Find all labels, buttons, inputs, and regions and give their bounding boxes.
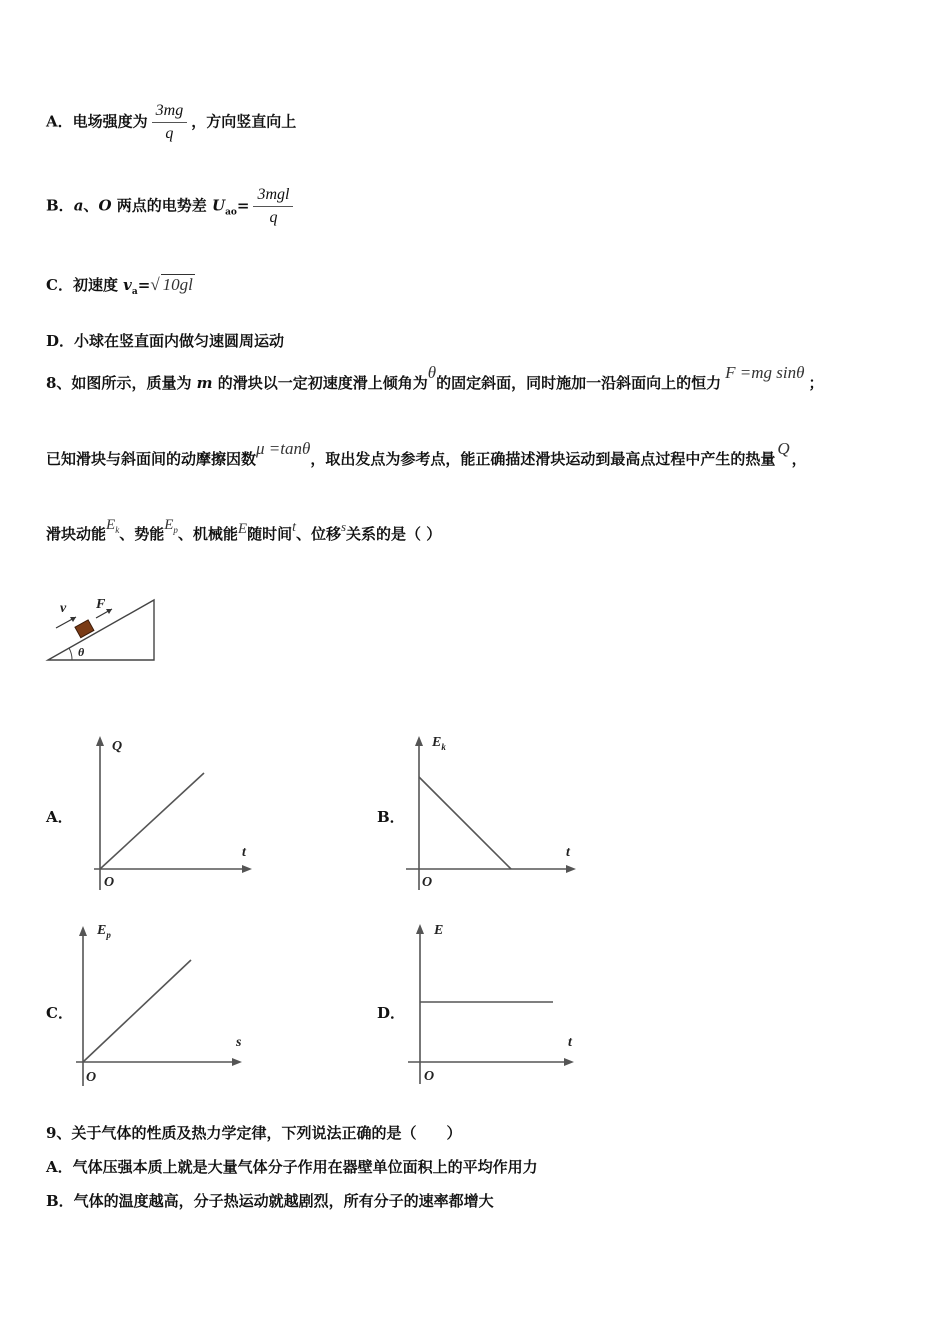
graph-b	[400, 730, 585, 895]
q9-option-b: B．气体的温度越高，分子热运动就越剧烈，所有分子的速率都增大	[46, 1192, 494, 1210]
q8-stem-line-1: 8、如图所示，质量为 m 的滑块以一定初速度滑上倾角为θ的固定斜面，同时施加一沿斜面向上的恒力F =mg sinθ；	[46, 363, 824, 392]
q7-option-a: A．电场强度为 $\frac{3mg}{q}$ ，方向竖直向上	[46, 102, 297, 142]
q8-option-c-label: C．	[46, 1004, 73, 1022]
x-arrow	[242, 865, 252, 873]
sqrt-expression: √ 10gl	[150, 275, 193, 294]
y-label: $E_p$	[97, 923, 111, 940]
q8-option-b-label: B．	[377, 808, 405, 826]
graph-c	[66, 918, 256, 1090]
label-theta: θ	[78, 645, 85, 659]
y-label: Q	[112, 739, 123, 754]
x-arrow	[564, 1058, 574, 1066]
graph-line	[83, 960, 191, 1062]
x-arrow	[566, 865, 576, 873]
q9-stem: 9、关于气体的性质及热力学定律，下列说法正确的是（ ）	[46, 1124, 462, 1142]
graph-line	[100, 773, 204, 869]
graph-d	[400, 918, 585, 1090]
fraction-3mgl-over-q: $\frac{\text{3mgl}}{q}$	[253, 186, 293, 227]
x-label: t	[242, 845, 246, 860]
label-v: v	[60, 601, 67, 616]
origin-label: O	[422, 875, 433, 890]
incline-figure	[44, 590, 160, 664]
q8-stem-line-3: 滑块动能$E_k$、势能$E_p$、机械能E随时间t、位移s关系的是（ ）	[46, 517, 442, 543]
y-arrow	[416, 924, 424, 934]
label-F: F	[96, 597, 106, 612]
q9-option-a: A．气体压强本质上就是大量气体分子作用在器壁单位面积上的平均作用力	[46, 1158, 538, 1176]
x-label: s	[236, 1035, 242, 1050]
origin-label: O	[424, 1069, 435, 1084]
q8-stem-line-2: 已知滑块与斜面间的动摩擦因数μ =tanθ，取出发点为参考点，能正确描述滑块运动到最高点过程中产生的热量Q，	[46, 439, 807, 468]
fraction-3mg-over-q: $\frac{3mg}{q}$	[152, 102, 188, 143]
x-label: t	[568, 1035, 572, 1050]
x-label: t	[566, 845, 570, 860]
y-label: E	[434, 923, 444, 938]
y-arrow	[79, 926, 87, 936]
q8-option-d-label: D．	[377, 1004, 406, 1022]
x-arrow	[232, 1058, 242, 1066]
q8-option-a-label: A．	[46, 808, 73, 826]
graph-line	[419, 777, 511, 869]
y-arrow	[96, 736, 104, 746]
q7-option-d: D．小球在竖直面内做匀速圆周运动	[46, 332, 285, 350]
y-arrow	[415, 736, 423, 746]
y-label: $E_k$	[432, 735, 446, 752]
origin-label: O	[104, 875, 115, 890]
q7-option-c: C．初速度 $v_a=√$ 10gl	[46, 275, 193, 297]
q7-option-b: B．a、O 两点的电势差 $U_{ao}=$ $\frac{\text{3mgl}}{q}$	[46, 186, 297, 227]
arc-theta	[69, 648, 72, 660]
origin-label: O	[86, 1070, 97, 1085]
graph-a	[80, 730, 260, 895]
